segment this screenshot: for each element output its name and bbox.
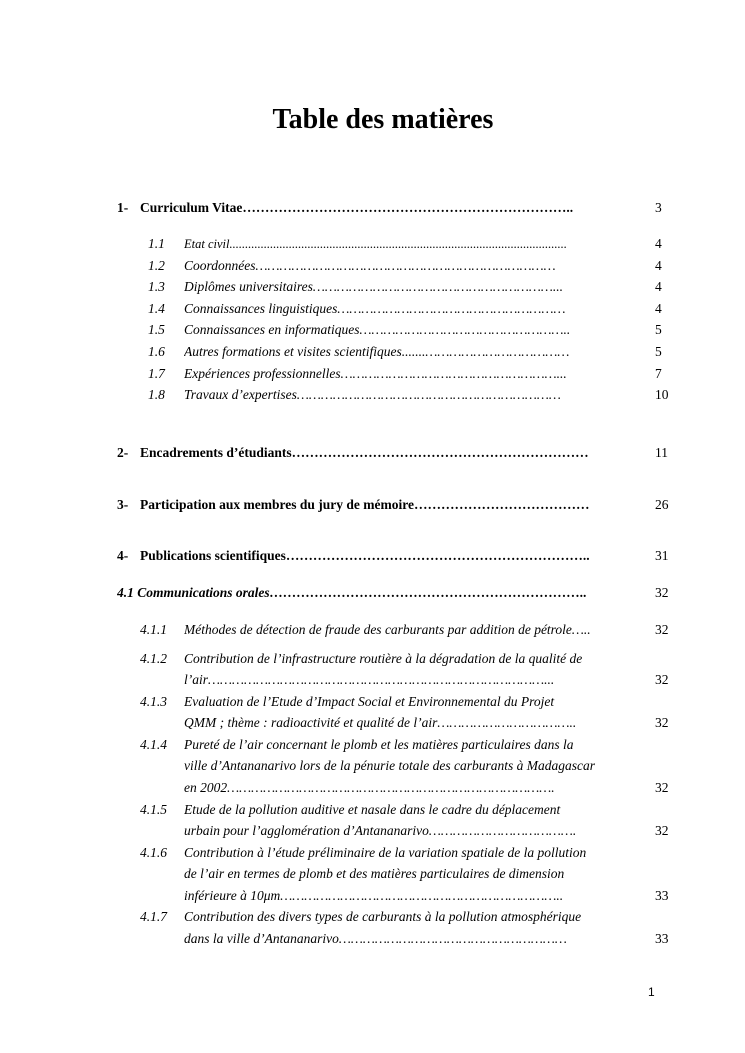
section-title[interactable]: Participation aux membres du jury de mémoire………………………………… [140, 497, 590, 512]
subsection-number: 1.8 [148, 387, 165, 402]
subsection-title[interactable]: Connaissances en informatiques…………………………………………….. [184, 322, 571, 337]
item-title-line[interactable]: Pureté de l’air concernant le plomb et les matières particulaires dans la [184, 737, 574, 752]
page-number: 32 [655, 780, 669, 795]
item-number: 4.1.5 [140, 802, 167, 817]
page-number: 32 [655, 672, 669, 687]
subsection-title[interactable]: Coordonnées………………………………………………………………… [184, 258, 556, 273]
subsection-title[interactable]: Etat civil............................................................................................................ [184, 237, 567, 251]
subsection-title[interactable]: Diplômes universitaires……………………………………………………... [184, 279, 564, 294]
page-number: 10 [655, 387, 669, 402]
subsection-title[interactable]: Connaissances linguistiques………………………………………………… [184, 301, 566, 316]
subsection-number: 1.2 [148, 258, 165, 273]
subsection-title[interactable]: Travaux d’expertises………………………………………………………… [184, 387, 561, 402]
item-number: 4.1.4 [140, 737, 167, 752]
page-number: 31 [655, 548, 669, 563]
item-title-line[interactable]: urbain pour l’agglomération d’Antananarivo………………………………. [184, 823, 577, 838]
page-number: 32 [655, 715, 669, 730]
item-title-line[interactable]: QMM ; thème : radioactivité et qualité de l’air…………………………….. [184, 715, 577, 730]
page-number: 4 [655, 236, 662, 251]
page-number: 5 [655, 344, 662, 359]
section-number: 1- [117, 200, 129, 215]
item-title-line[interactable]: dans la ville d’Antananarivo………………………………………………… [184, 931, 567, 946]
item-title-line[interactable]: Méthodes de détection de fraude des carburants par addition de pétrole….. [184, 622, 591, 637]
page-number: 4 [655, 279, 662, 294]
page-number: 32 [655, 622, 669, 637]
subsection-number: 1.4 [148, 301, 165, 316]
subsection-number: 1.6 [148, 344, 165, 359]
item-title-line[interactable]: Evaluation de l’Etude d’Impact Social et Environnemental du Projet [184, 694, 555, 709]
item-title-line[interactable]: Contribution des divers types de carburants à la pollution atmosphérique [184, 909, 582, 924]
item-title-line[interactable]: en 2002………………………………………………………………………. [184, 780, 555, 795]
item-title-line[interactable]: ville d’Antananarivo lors de la pénurie totale des carburants à Madagascar [184, 758, 595, 773]
subsection-heading[interactable]: 4.1 Communications orales…………………………………………………………….. [117, 585, 587, 600]
page-number: 5 [655, 322, 662, 337]
page-number: 3 [655, 200, 662, 215]
page-number: 7 [655, 366, 662, 381]
section-number: 3- [117, 497, 129, 512]
section-title[interactable]: Publications scientifiques………………………………………………………….. [140, 548, 590, 563]
page-number: 4 [655, 301, 662, 316]
subsection-number: 1.7 [148, 366, 165, 381]
section-number: 2- [117, 445, 129, 460]
item-number: 4.1.1 [140, 622, 167, 637]
page-number: 32 [655, 823, 669, 838]
subsection-title[interactable]: Autres formations et visites scientifiques.......……………………………… [184, 344, 570, 359]
item-number: 4.1.2 [140, 651, 167, 666]
subsection-title[interactable]: Expériences professionnelles………………………………………………... [184, 366, 567, 381]
subsection-number: 1.1 [148, 236, 165, 251]
item-title-line[interactable]: l’air…………………………………………………………………………... [184, 672, 555, 687]
item-number: 4.1.3 [140, 694, 167, 709]
item-title-line[interactable]: de l’air en termes de plomb et des matières particulaires de dimension [184, 866, 565, 881]
page-number: 11 [655, 445, 668, 460]
subsection-number: 1.3 [148, 279, 165, 294]
item-title-line[interactable]: Etude de la pollution auditive et nasale dans le cadre du déplacement [184, 802, 561, 817]
subsection-number: 1.5 [148, 322, 165, 337]
page-number: 26 [655, 497, 669, 512]
item-number: 4.1.6 [140, 845, 167, 860]
item-title-line[interactable]: inférieure à 10μm…………………………………………………………….. [184, 888, 564, 903]
page-number: 4 [655, 258, 662, 273]
page-number: 33 [655, 888, 669, 903]
page-number: 33 [655, 931, 669, 946]
section-number: 4- [117, 548, 129, 563]
item-title-line[interactable]: Contribution à l’étude préliminaire de la variation spatiale de la pollution [184, 845, 587, 860]
page-number: 32 [655, 585, 669, 600]
item-title-line[interactable]: Contribution de l’infrastructure routière à la dégradation de la qualité de [184, 651, 583, 666]
footer-page-number: 1 [648, 985, 655, 999]
section-title[interactable]: Encadrements d’étudiants………………………………………………………… [140, 445, 589, 460]
page-title: Table des matières [272, 104, 494, 135]
item-number: 4.1.7 [140, 909, 167, 924]
section-title[interactable]: Curriculum Vitae……………………………………………………………….. [140, 200, 574, 215]
